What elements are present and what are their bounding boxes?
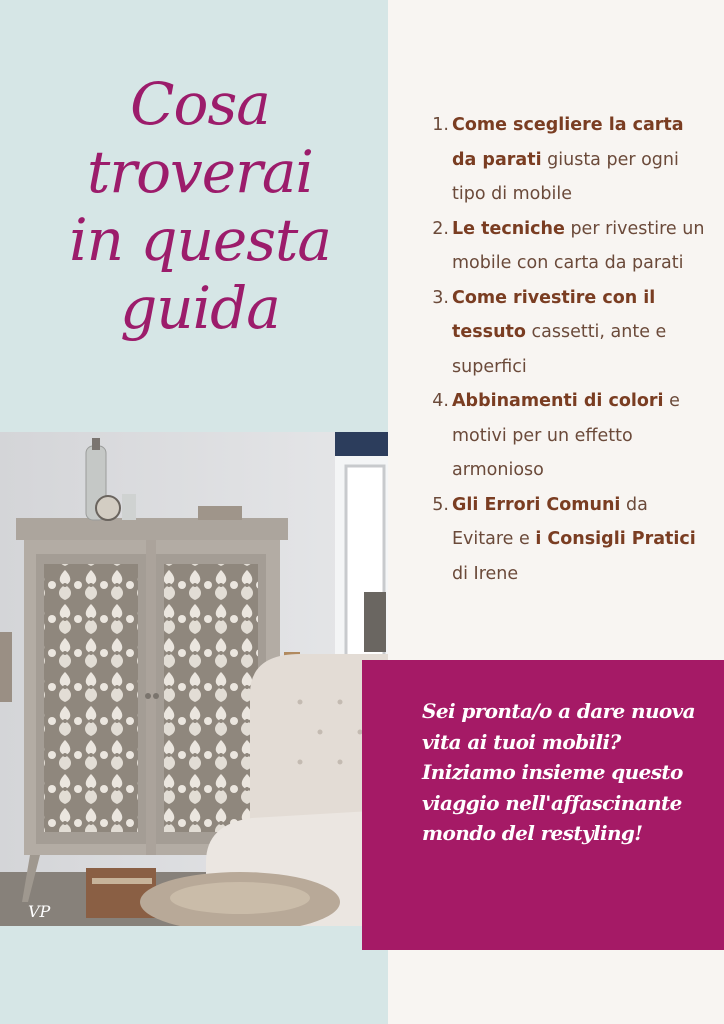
cabinet-photo (0, 432, 388, 926)
item-bold-text: Come scegliere la carta da parati (452, 115, 684, 170)
item-text: da Evitare e (452, 494, 648, 549)
item-bold-text: Come rivestire con il tessuto (452, 287, 656, 342)
list-item (408, 108, 708, 212)
watermark-logo: VP (28, 902, 51, 921)
title-line: troverai (87, 138, 313, 206)
item-text: di Irene (452, 563, 519, 584)
cabinet-illustration (0, 432, 388, 926)
item-number: 3. (432, 287, 449, 308)
item-number: 5. (432, 494, 449, 515)
item-bold-text: Abbinamenti di colori (452, 391, 664, 411)
list-item (408, 212, 708, 281)
page-title (40, 70, 360, 342)
item-text: e motivi per un effetto armonioso (452, 391, 680, 480)
list-item (408, 488, 708, 592)
item-number: 4. (432, 391, 449, 411)
item-bold-text: Le tecniche (452, 218, 565, 239)
item-bold-text: Gli Errori Comuni (452, 494, 621, 515)
title-line: in questa (69, 206, 331, 274)
callout-box (362, 660, 724, 950)
list-item (408, 281, 708, 385)
item-text: per rivestire un mobile con carta da parati (452, 218, 705, 273)
item-text: cassetti, ante e superfici (452, 322, 667, 377)
item-number: 2. (432, 218, 449, 239)
item-number: 1. (432, 115, 449, 135)
callout-text: Sei pronta/o a dare nuova vita ai tuoi mobili? Iniziamo insieme questo viaggio nell'affascinante mondo del restyling! (422, 699, 696, 845)
title-line: Cosa (130, 70, 270, 138)
item-bold-text: i Consigli Pratici (535, 529, 696, 549)
contents-list (408, 108, 708, 591)
list-item (408, 384, 708, 488)
item-text: giusta per ogni tipo di mobile (452, 149, 679, 204)
title-line: guida (120, 274, 280, 342)
